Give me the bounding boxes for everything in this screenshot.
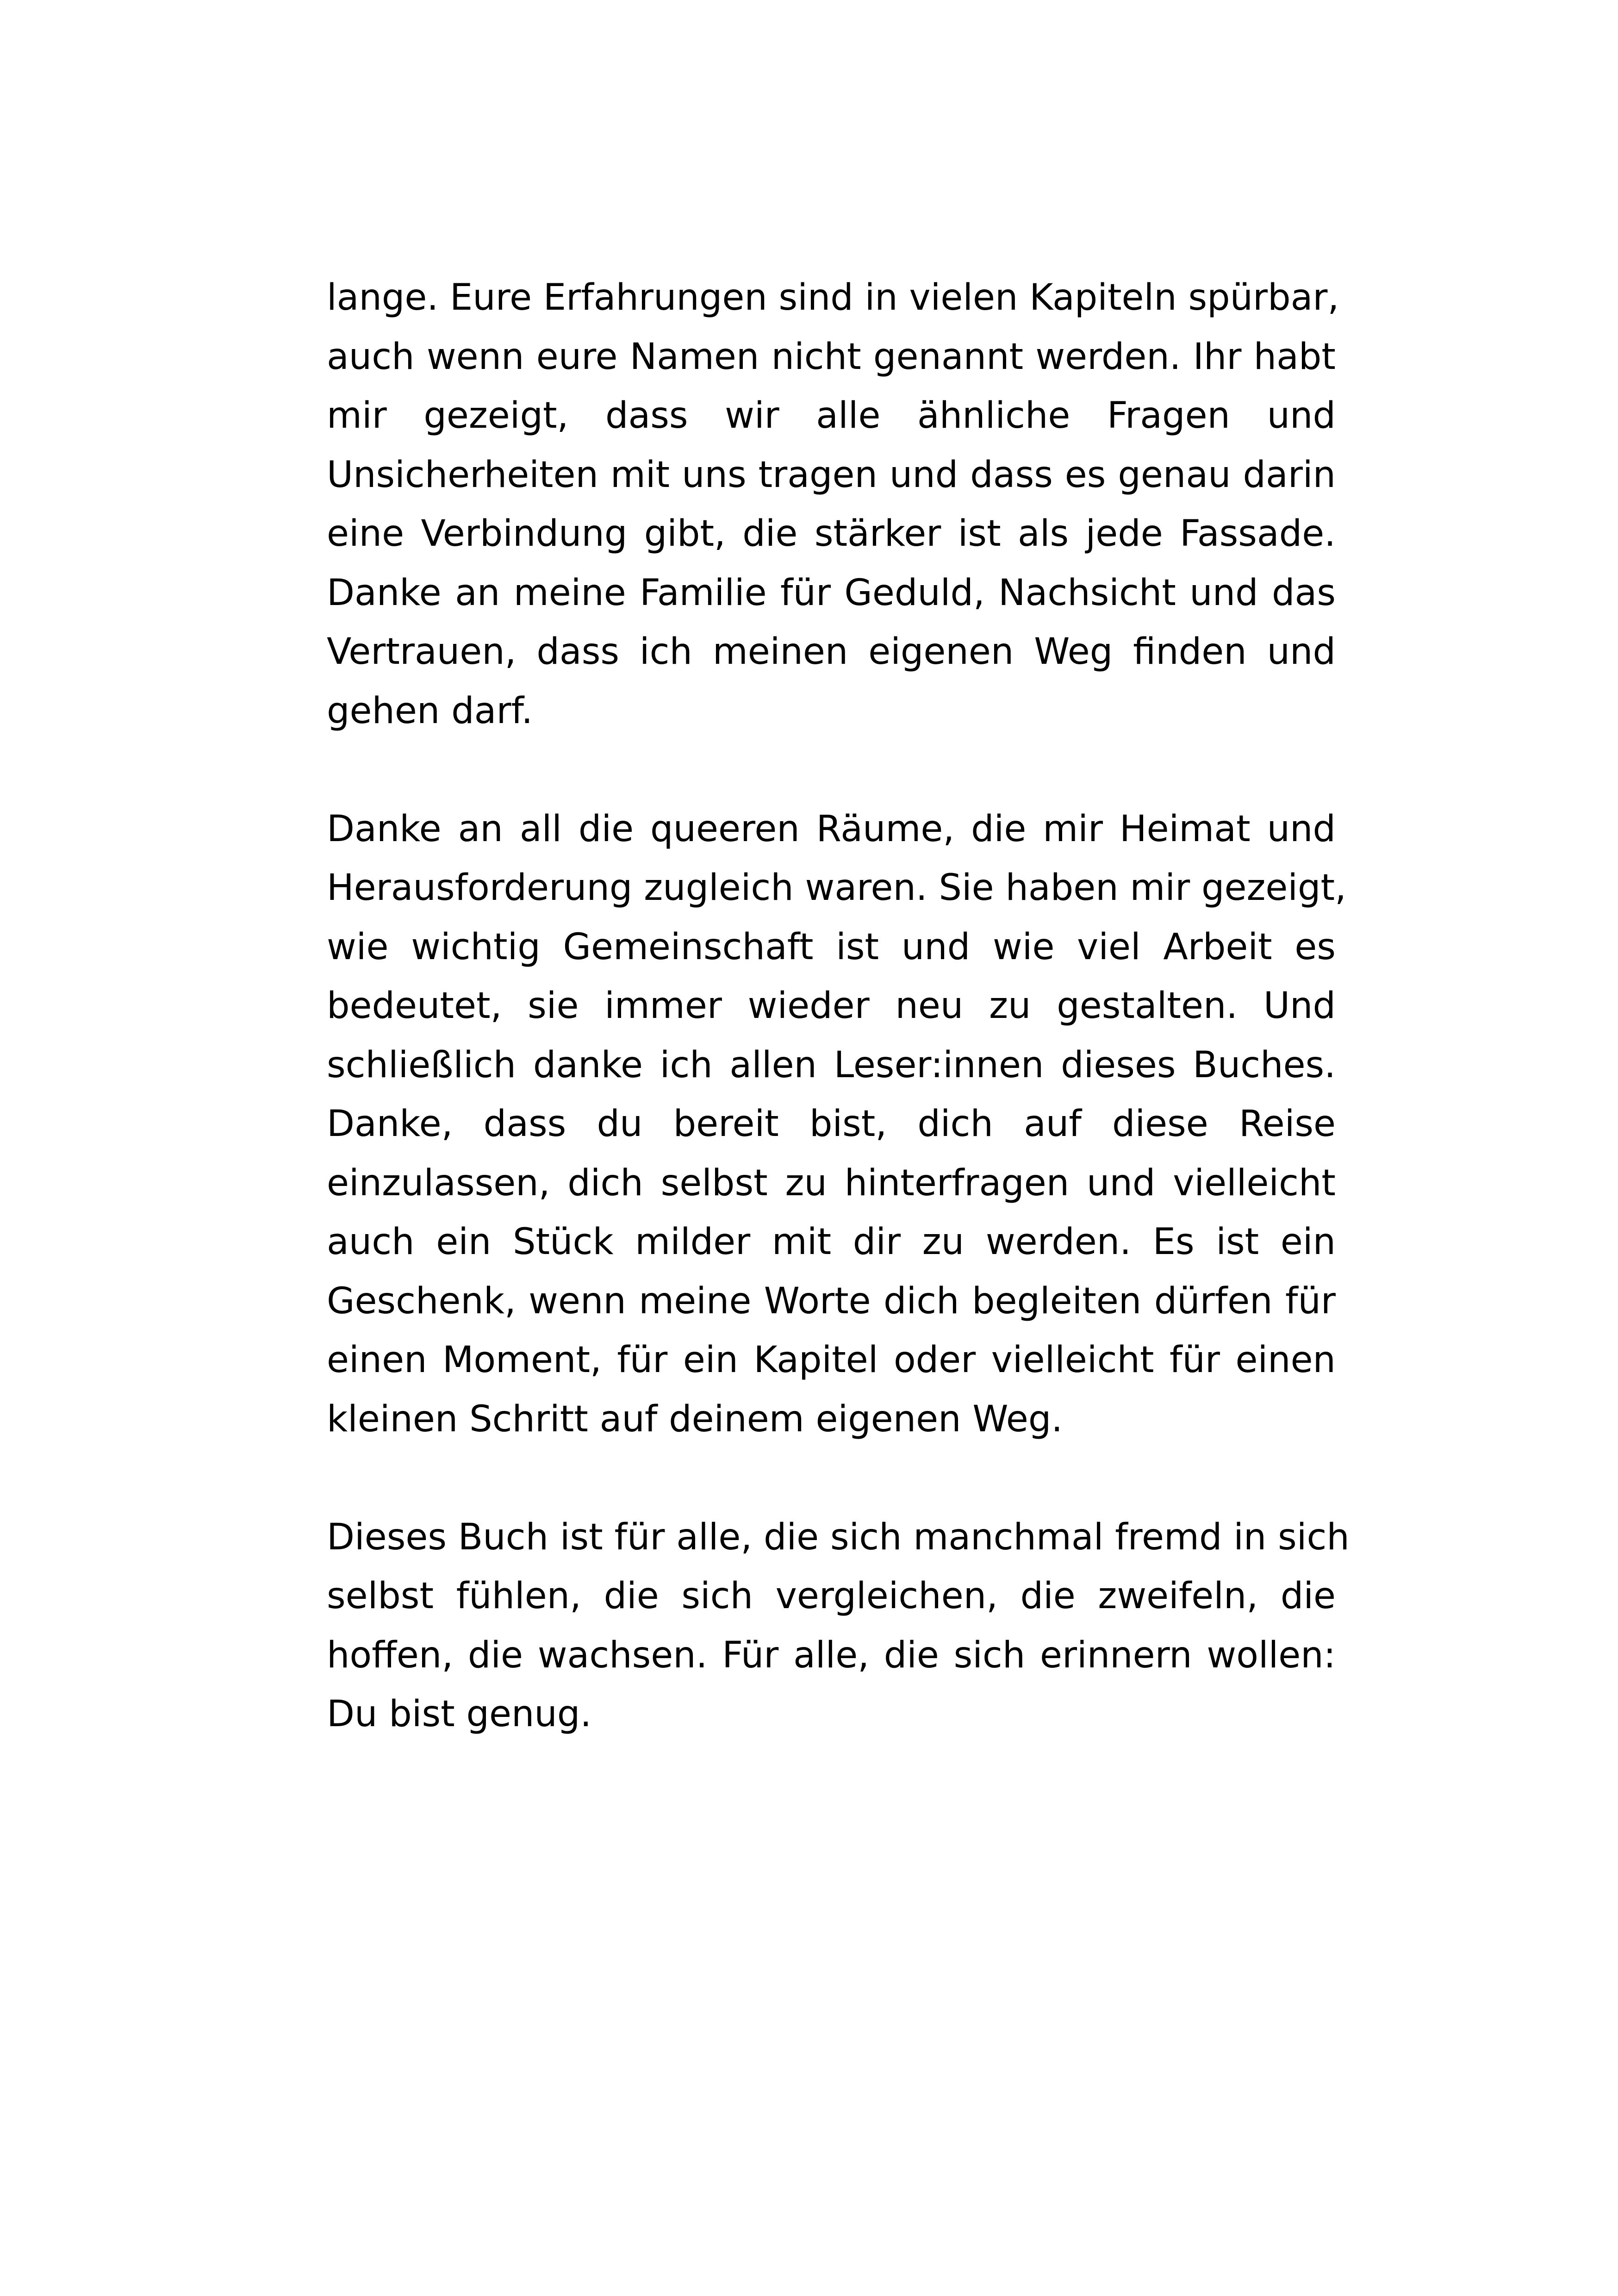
- text-line: gehen darf.: [327, 690, 533, 732]
- paragraph-2: [327, 800, 1346, 1449]
- body-text: [327, 268, 1350, 1744]
- paragraph-1: [327, 268, 1339, 741]
- paragraph-gap: [327, 741, 1336, 800]
- text-line: einzulassen, dich selbst zu hinterfragen und vielleicht: [327, 1162, 1336, 1204]
- text-line: auch ein Stück milder mit dir zu werden. Es ist ein: [327, 1221, 1336, 1263]
- text-line: eine Verbindung gibt, die stärker ist als jede Fassade.: [327, 513, 1336, 555]
- text-line: Herausforderung zugleich waren. Sie haben mir gezeigt,: [327, 867, 1346, 909]
- text-line: Danke, dass du bereit bist, dich auf diese Reise: [327, 1103, 1336, 1145]
- text-line: mir gezeigt, dass wir alle ähnliche Fragen und: [327, 395, 1336, 437]
- text-line: Danke an all die queeren Räume, die mir Heimat und: [327, 808, 1336, 850]
- text-line: hoffen, die wachsen. Für alle, die sich erinnern wollen:: [327, 1634, 1336, 1676]
- text-line: schließlich danke ich allen Leser:innen dieses Buches.: [327, 1044, 1336, 1086]
- text-line: einen Moment, für ein Kapitel oder vielleicht für einen: [327, 1339, 1336, 1381]
- text-line: Unsicherheiten mit uns tragen und dass es genau darin: [327, 454, 1336, 496]
- text-line: Du bist genug.: [327, 1693, 592, 1735]
- text-line: kleinen Schritt auf deinem eigenen Weg.: [327, 1398, 1063, 1440]
- text-line: selbst fühlen, die sich vergleichen, die zweifeln, die: [327, 1575, 1336, 1617]
- text-line: wie wichtig Gemeinschaft ist und wie viel Arbeit es: [327, 926, 1336, 968]
- text-line: Danke an meine Familie für Geduld, Nachsicht und das: [327, 572, 1336, 614]
- text-line: Geschenk, wenn meine Worte dich begleiten dürfen für: [327, 1280, 1336, 1322]
- text-line: Vertrauen, dass ich meinen eigenen Weg finden und: [327, 631, 1336, 673]
- paragraph-gap: [327, 1449, 1336, 1508]
- text-line: bedeutet, sie immer wieder neu zu gestalten. Und: [327, 985, 1336, 1027]
- text-line: Dieses Buch ist für alle, die sich manchmal fremd in sich: [327, 1516, 1350, 1558]
- text-line: lange. Eure Erfahrungen sind in vielen Kapiteln spürbar,: [327, 277, 1339, 318]
- text-line: auch wenn eure Namen nicht genannt werden. Ihr habt: [327, 336, 1336, 378]
- paragraph-3: [327, 1508, 1350, 1744]
